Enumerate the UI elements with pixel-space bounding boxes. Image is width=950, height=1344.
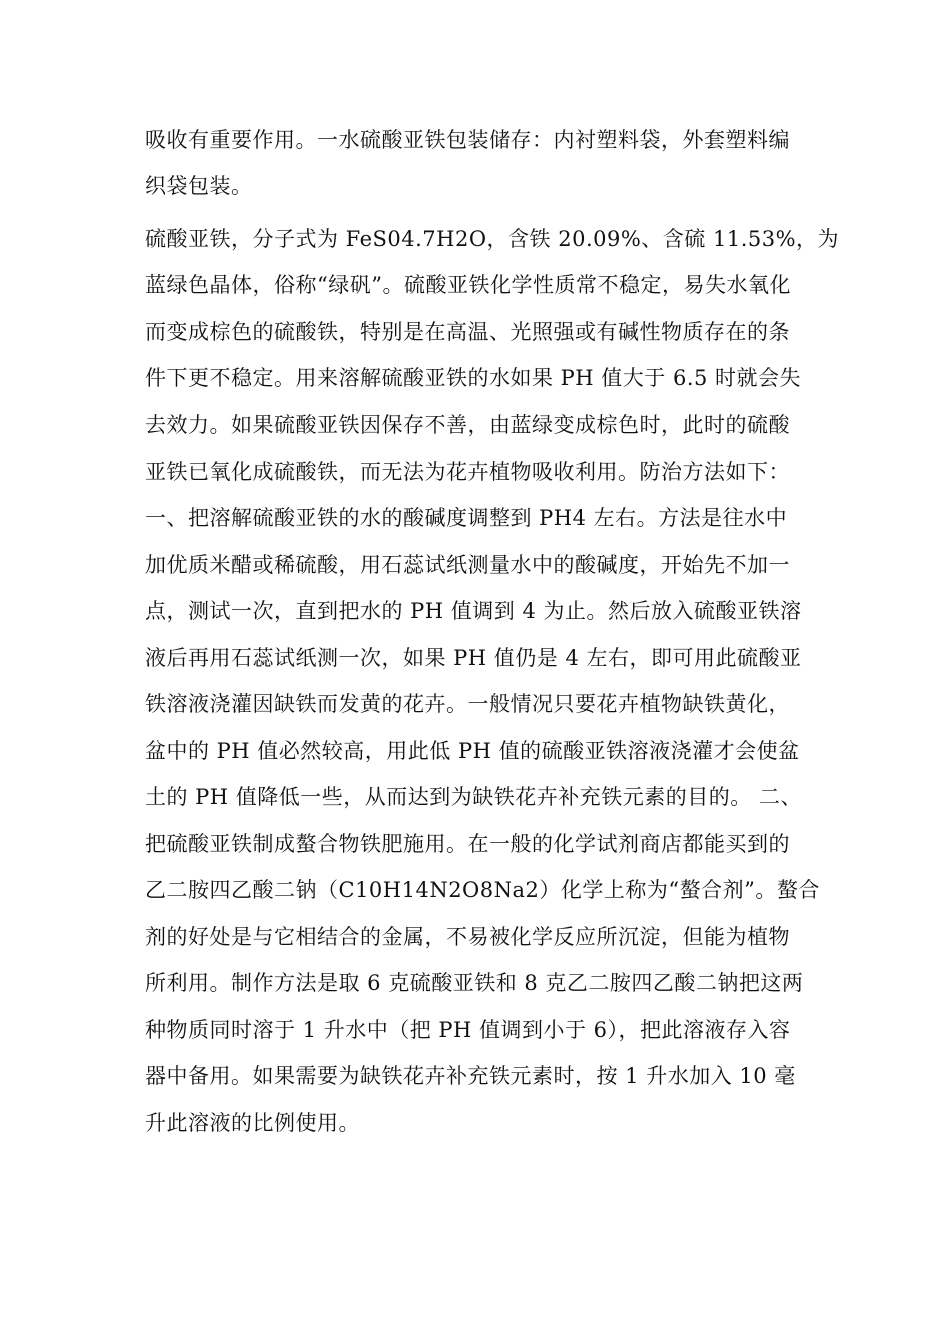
text-line: 液后再用石蕊试纸测一次，如果 PH 值仍是 4 左右，即可用此硫酸亚	[145, 646, 802, 670]
text-line: 剂的好处是与它相结合的金属，不易被化学反应所沉淀，但能为植物	[145, 925, 790, 949]
text-line: 去效力。如果硫酸亚铁因保存不善，由蓝绿变成棕色时，此时的硫酸	[145, 413, 790, 437]
text-line: 蓝绿色晶体，俗称“绿矾”。硫酸亚铁化学性质常不稳定，易失水氧化	[145, 273, 791, 297]
text-line: 乙二胺四乙酸二钠（C10H14N2O8Na2）化学上称为“螯合剂”。螯合	[145, 878, 820, 902]
text-line: 升此溶液的比例使用。	[145, 1111, 360, 1135]
text-line: 点，测试一次，直到把水的 PH 值调到 4 为止。然后放入硫酸亚铁溶	[145, 599, 802, 623]
text-line: 所利用。制作方法是取 6 克硫酸亚铁和 8 克乙二胺四乙酸二钠把这两	[145, 971, 804, 995]
text-line: 亚铁已氧化成硫酸铁，而无法为花卉植物吸收利用。防治方法如下：	[145, 460, 790, 484]
text-line: 而变成棕色的硫酸铁，特别是在高温、光照强或有碱性物质存在的条	[145, 320, 790, 344]
text-line: 吸收有重要作用。一水硫酸亚铁包装储存：内衬塑料袋，外套塑料编	[145, 128, 790, 152]
text-line: 铁溶液浇灌因缺铁而发黄的花卉。一般情况只要花卉植物缺铁黄化，	[145, 692, 790, 716]
text-line: 硫酸亚铁，分子式为 FeS04.7H2O，含铁 20.09%、含硫 11.53%，为	[145, 227, 840, 251]
text-line: 土的 PH 值降低一些，从而达到为缺铁花卉补充铁元素的目的。 二、	[145, 785, 802, 809]
text-line: 加优质米醋或稀硫酸，用石蕊试纸测量水中的酸碱度，开始先不加一	[145, 553, 790, 577]
text-line: 件下更不稳定。用来溶解硫酸亚铁的水如果 PH 值大于 6.5 时就会失	[145, 366, 802, 390]
text-line: 器中备用。如果需要为缺铁花卉补充铁元素时，按 1 升水加入 10 毫	[145, 1064, 796, 1088]
text-line: 盆中的 PH 值必然较高，用此低 PH 值的硫酸亚铁溶液浇灌才会使盆	[145, 739, 800, 763]
text-line: 把硫酸亚铁制成螯合物铁肥施用。在一般的化学试剂商店都能买到的	[145, 832, 790, 856]
text-line: 种物质同时溶于 1 升水中（把 PH 值调到小于 6），把此溶液存入容	[145, 1018, 791, 1042]
text-line: 织袋包装。	[145, 174, 253, 198]
text-line: 一、把溶解硫酸亚铁的水的酸碱度调整到 PH4 左右。方法是往水中	[145, 506, 788, 530]
